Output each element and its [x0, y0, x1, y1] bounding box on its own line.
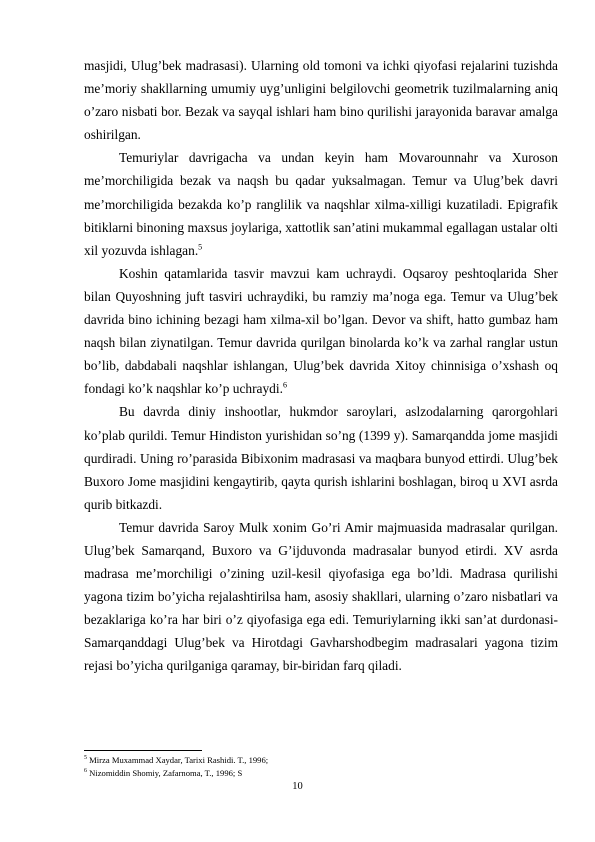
paragraph-5-text: Temur davrida Saroy Mulk xonim Go’ri Amir majmuasida madrasalar qurilgan. Ulug’bek Samarqand, Buxoro va G’ijduvonda madrasalar bunyod etirdi. XV asrda madrasa me’morchiligi o’zining uzil-kesil qiyofasiga ega bo’ldi. Madrasa qurilishi yagona tizim bo’yicha rejalashtirilsa ham, asosiy shakllari, ularning o’zaro nisbatlari va bezaklariga ko’ra har biri o’z qiyofasiga ega edi. Temuriylarning ikki san’at durdonasi-Samarqanddagi Ulug’bek va Hirotdagi Gavharshodbegim madrasalari yagona tizim rejasi bo’yicha qurilganiga qaramay, bir-biridan farq qiladi. [84, 519, 558, 674]
paragraph-3-text: Koshin qatamlarida tasvir mavzui kam uchraydi. Oqsaroy peshtoqlarida Sher bilan Quyoshning juft tasviri uchraydiki, bu ramziy ma’noga ega. Temur va Ulug’bek davrida bino ichining bezagi ham xilma-xil bo’lgan. Devor va shift, hatto gumbaz ham naqsh bilan ziynatilgan. Temur davrida qurilgan binolarda ko’k va zarhal ranglar ustun bo’lib, dabdabali naqshlar ishlangan, Ulug’bek davrida Xitoy chinnisiga o’xshash oq fondagi ko’k naqshlar ko’p uchraydi. [84, 265, 558, 397]
paragraph-3 [84, 262, 558, 401]
paragraph-1 [84, 54, 558, 146]
page-number: 10 [292, 781, 303, 792]
footnote-6 [84, 767, 558, 780]
document-body [84, 54, 558, 678]
footnote-ref-5[interactable]: 5 [198, 242, 203, 252]
footnote-separator [84, 750, 202, 751]
footnote-5-text: Mirza Muxammad Xaydar, Tarixi Rashidi. T., 1996; [87, 755, 269, 765]
paragraph-4 [84, 400, 558, 515]
paragraph-1-text: masjidi, Ulug’bek madrasasi). Ularning old tomoni va ichki qiyofasi rejalarini tuzishda me’moriy shakllarning umumiy uyg’unligini belgilovchi geometrik tuzilmalarning aniq o’zaro nisbati bor. Bezak va sayqal ishlari ham bino qurilishi jarayonida baravar amalga oshirilgan. [84, 58, 558, 143]
paragraph-5 [84, 516, 558, 678]
paragraph-4-text: Bu davrda diniy inshootlar, hukmdor saroylari, aslzodalarning qarorgohlari ko’plab qurildi. Temur Hindiston yurishidan so’ng (1399 y). Samarqandda jome masjidi qurdiradi. Uning ro’parasida Bibixonim madrasasi va maqbara bunyod ettirdi. Ulug’bek Buxoro Jome masjidini kengaytirib, qayta qurish ishlarini boshlagan, biroq u XVI asrda qurib bitkazdi. [84, 404, 558, 512]
footnotes [84, 754, 558, 780]
footnote-6-number: 6 [84, 768, 87, 775]
paragraph-2 [84, 146, 558, 261]
paragraph-2-text: Temuriylar davrigacha va undan keyin ham Movarounnahr va Xuroson me’morchiligida bezak va naqsh bu qadar yuksalmagan. Temur va Ulug’bek davri me’morchiligida bezakda ko’p ranglilik va naqshlar xilma-xilligi kuzatiladi. Epigrafik bitiklarni binoning maxsus joylariga, xattotlik san’atini mukammal egallagan ustalar olti xil yozuvda ishlagan. [84, 150, 558, 258]
footnote-5-number: 5 [84, 755, 87, 762]
footnote-ref-6[interactable]: 6 [282, 380, 287, 390]
footnote-5 [84, 754, 558, 767]
footnote-6-text: Nizomiddin Shomiy, Zafarnoma, T., 1996; S [87, 768, 243, 778]
